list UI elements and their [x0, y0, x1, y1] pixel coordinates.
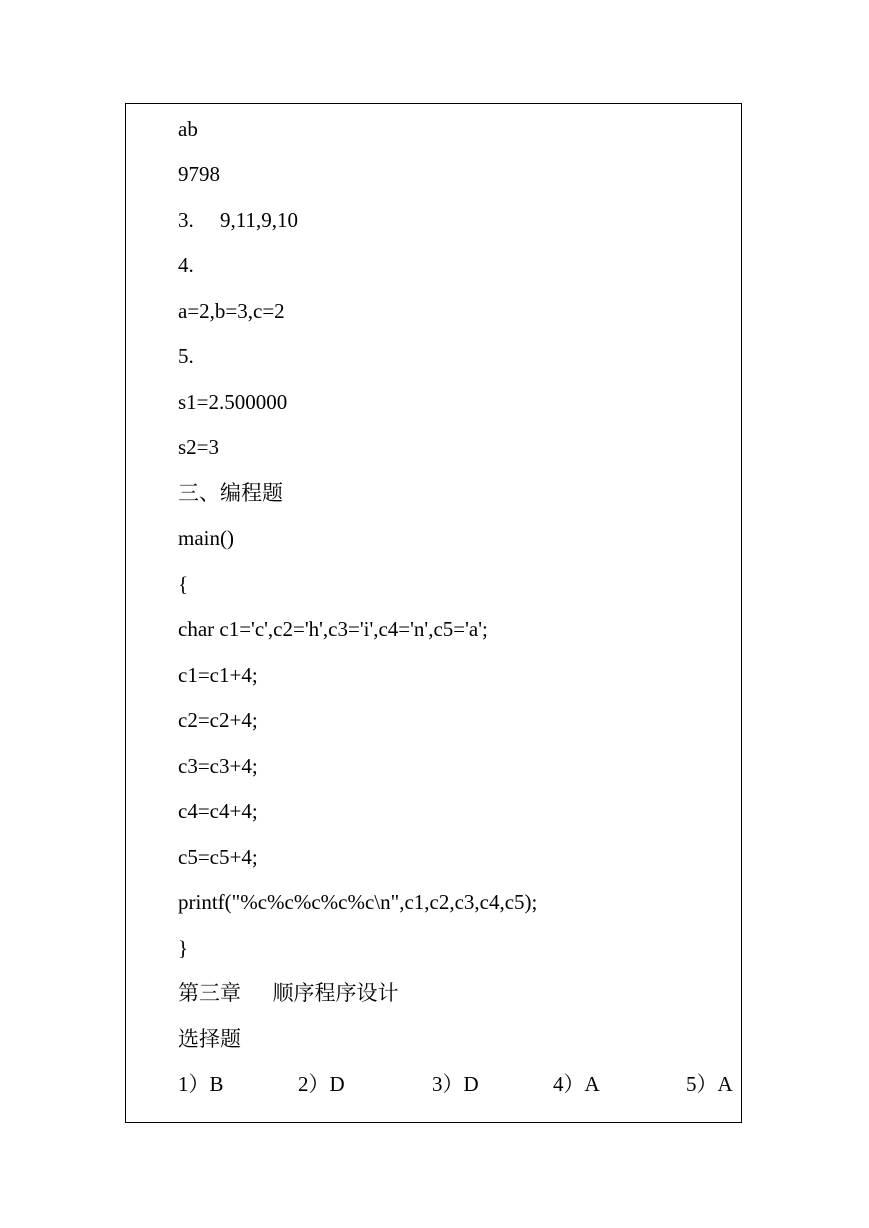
section-heading: 选择题 — [178, 1027, 241, 1051]
text-line: ab — [178, 117, 198, 141]
code-line: c1=c1+4; — [178, 663, 258, 687]
text-line: 9798 — [178, 162, 220, 186]
code-line: main() — [178, 526, 234, 550]
code-line: printf("%c%c%c%c%c\n",c1,c2,c3,c4,c5); — [178, 890, 538, 914]
text-line: a=2,b=3,c=2 — [178, 299, 285, 323]
text-line: 3. 9,11,9,10 — [178, 208, 298, 232]
code-line: } — [178, 936, 189, 960]
code-line: c2=c2+4; — [178, 708, 258, 732]
document-frame — [125, 103, 742, 1123]
code-line: { — [178, 572, 189, 596]
text-line: 4. — [178, 253, 194, 277]
answer-item: 3）D — [432, 1072, 479, 1096]
code-line: c3=c3+4; — [178, 754, 258, 778]
answer-item: 1）B — [178, 1072, 224, 1096]
text-line: 5. — [178, 344, 194, 368]
text-line: s1=2.500000 — [178, 390, 288, 414]
code-line: c5=c5+4; — [178, 845, 258, 869]
answer-item: 2）D — [298, 1072, 345, 1096]
code-line: char c1='c',c2='h',c3='i',c4='n',c5='a'; — [178, 617, 488, 641]
code-line: c4=c4+4; — [178, 799, 258, 823]
answer-item: 5）A — [686, 1072, 733, 1096]
answer-item: 4）A — [553, 1072, 600, 1096]
text-line: s2=3 — [178, 435, 220, 459]
section-heading: 三、编程题 — [178, 481, 283, 505]
chapter-heading: 第三章 顺序程序设计 — [178, 981, 399, 1005]
